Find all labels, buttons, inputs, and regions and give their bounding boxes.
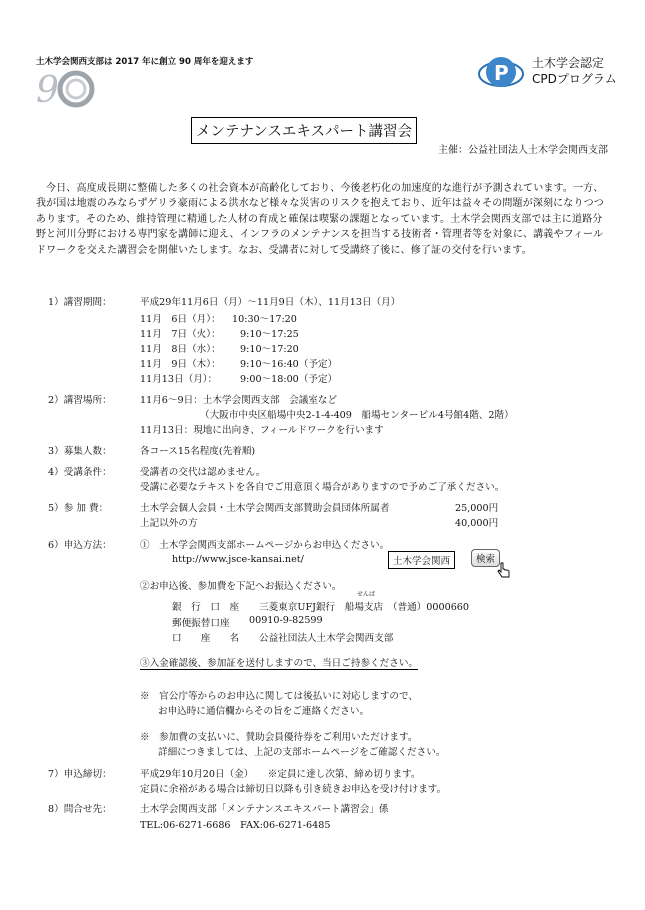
- apply-step2: ②お申込後、参加費を下記へお振込ください。: [140, 581, 342, 592]
- period-day: 11月 7日（火）：: [140, 329, 221, 340]
- fee-amount: 40,000円: [455, 518, 499, 529]
- venue-line1: 11月6～9日：土木学会関西支部 会議室など: [140, 395, 338, 406]
- account-name-label: 口 座 名: [172, 633, 240, 644]
- cpd-badge: [532, 55, 617, 87]
- deadline-line2: 定員に余裕がある場合は締切日以降も引き続きお申込を受け付けます。: [140, 784, 447, 795]
- conditions-label: 4）受講条件：: [48, 467, 112, 478]
- page-title: メンテナンスエキスパート講習会: [191, 117, 417, 144]
- apply-note2-line1: ※ 参加費の支払いに、賛助会員優待券をご利用いただけます。: [140, 732, 418, 743]
- apply-note1-line2: お申込時に通信欄からその旨をご連絡ください。: [158, 706, 370, 717]
- period-time: 9:10～16:40（予定）: [240, 359, 338, 370]
- period-time: 9:00～18:00（予定）: [240, 374, 338, 385]
- apply-note2-line2: 詳細につきましては、上記の支部ホームページをご確認ください。: [158, 747, 446, 758]
- venue-line3: 11月13日：現地に出向き、フィールドワークを行います: [140, 425, 384, 436]
- conditions-line2: 受講に必要なテキストを各自でご用意頂く場合がありますので予めご了承ください。: [140, 482, 505, 493]
- capacity-label: 3）募集人数：: [48, 446, 112, 457]
- contact-line1: 土木学会関西支部「メンテナンスエキスパート講習会」係: [140, 804, 389, 815]
- deadline-line1: 平成29年10月20日（金） ※定員に達し次第、締め切ります。: [140, 769, 421, 780]
- search-button[interactable]: 検索: [471, 549, 500, 567]
- capacity-value: 各コース15名程度(先着順): [140, 446, 256, 457]
- period-time: 10:30～17:20: [232, 314, 297, 325]
- period-day: 11月 6日（月）：: [140, 314, 221, 325]
- cpd-logo-icon: [476, 50, 526, 96]
- contact-label: 8）問合せ先：: [48, 804, 112, 815]
- intro-paragraph: 今日、高度成長期に整備した多くの社会資本が高齢化しており、今後老朽化の加速度的な進行が予測されています。一方、我が国は地震のみならずゲリラ豪雨による洪水など様々な災害のリスクを抱えており、近年は益々その問題が深刻になりつつあります。そのため、維持管理に精通した人材の育成と確保は喫緊の課題となっています。土木学会関西支部では主に道路分野と河川分野における専門家を講師に迎え、インフラのメンテナンスを担当する技術者・管理者等を対象に、講義やフィールドワークを交えた講習会を開催いたします。なお、受講者に対して受講終了後に、修了証の交付を行います。: [36, 183, 604, 256]
- apply-step3: ③入金確認後、参加証を送付しますので、当日ご持参ください。: [140, 655, 418, 670]
- account-name-value: 公益社団法人土木学会関西支部: [259, 633, 394, 644]
- svg-text:9: 9: [36, 70, 59, 111]
- search-input[interactable]: 土木学会関西: [388, 551, 455, 569]
- fee-desc: 上記以外の方: [140, 518, 198, 529]
- cpd-line2: CPDプログラム: [532, 72, 617, 86]
- fee-amount: 25,000円: [455, 503, 499, 514]
- apply-note1-line1: ※ 官公庁等からのお申込に関しては後払いに対応しますので、: [140, 691, 419, 702]
- period-time: 9:10～17:25: [240, 329, 299, 340]
- pointer-cursor-icon: [497, 562, 511, 578]
- period-day: 11月13日（月）：: [140, 374, 218, 385]
- venue-label: 2）講習場所：: [48, 395, 112, 406]
- conditions-line1: 受講者の交代は認めません。: [140, 467, 266, 478]
- svg-text:P: P: [494, 61, 509, 85]
- fee-desc: 土木学会個人会員・土木学会関西支部賛助会員団体所属者: [140, 503, 390, 514]
- contact-phone: TEL:06-6271-6686 FAX:06-6271-6485: [140, 820, 331, 831]
- venue-address: （大阪市中央区船場中央2-1-4-409 船場センタービル4号館4階、2階）: [200, 410, 514, 421]
- period-time: 9:10～17:20: [240, 344, 299, 355]
- bank-label: 銀 行 口 座: [172, 602, 240, 613]
- apply-url-link[interactable]: http://www.jsce-kansai.net/: [172, 554, 304, 565]
- period-day: 11月 8日（水）：: [140, 344, 221, 355]
- cpd-line1: 土木学会認定: [532, 56, 605, 70]
- deadline-label: 7）申込締切：: [48, 769, 112, 780]
- period-label: 1）講習期間：: [48, 297, 112, 308]
- postal-label: 郵便振替口座: [172, 618, 230, 629]
- 90th-anniversary-logo: [36, 68, 104, 112]
- fee-label: 5）参 加 費：: [48, 503, 109, 514]
- period-summary: 平成29年11月6日（月）～11月9日（木）、11月13日（月）: [140, 297, 401, 308]
- period-day: 11月 9日（木）：: [140, 359, 221, 370]
- bank-value: 三菱東京UFJ銀行 船場支店 （普通）0000660: [259, 602, 470, 613]
- anniversary-note: 土木学会関西支部は 2017 年に創立 90 周年を迎えます: [36, 57, 254, 67]
- apply-label: 6）申込方法：: [48, 540, 112, 551]
- postal-value: 00910-9-82599: [249, 615, 323, 626]
- ruby-annotation: せんば: [357, 591, 376, 598]
- apply-step1: ① 土木学会関西支部ホームページからお申込ください。: [140, 540, 390, 551]
- organizer: 主催：公益社団法人土木学会関西支部: [438, 145, 608, 156]
